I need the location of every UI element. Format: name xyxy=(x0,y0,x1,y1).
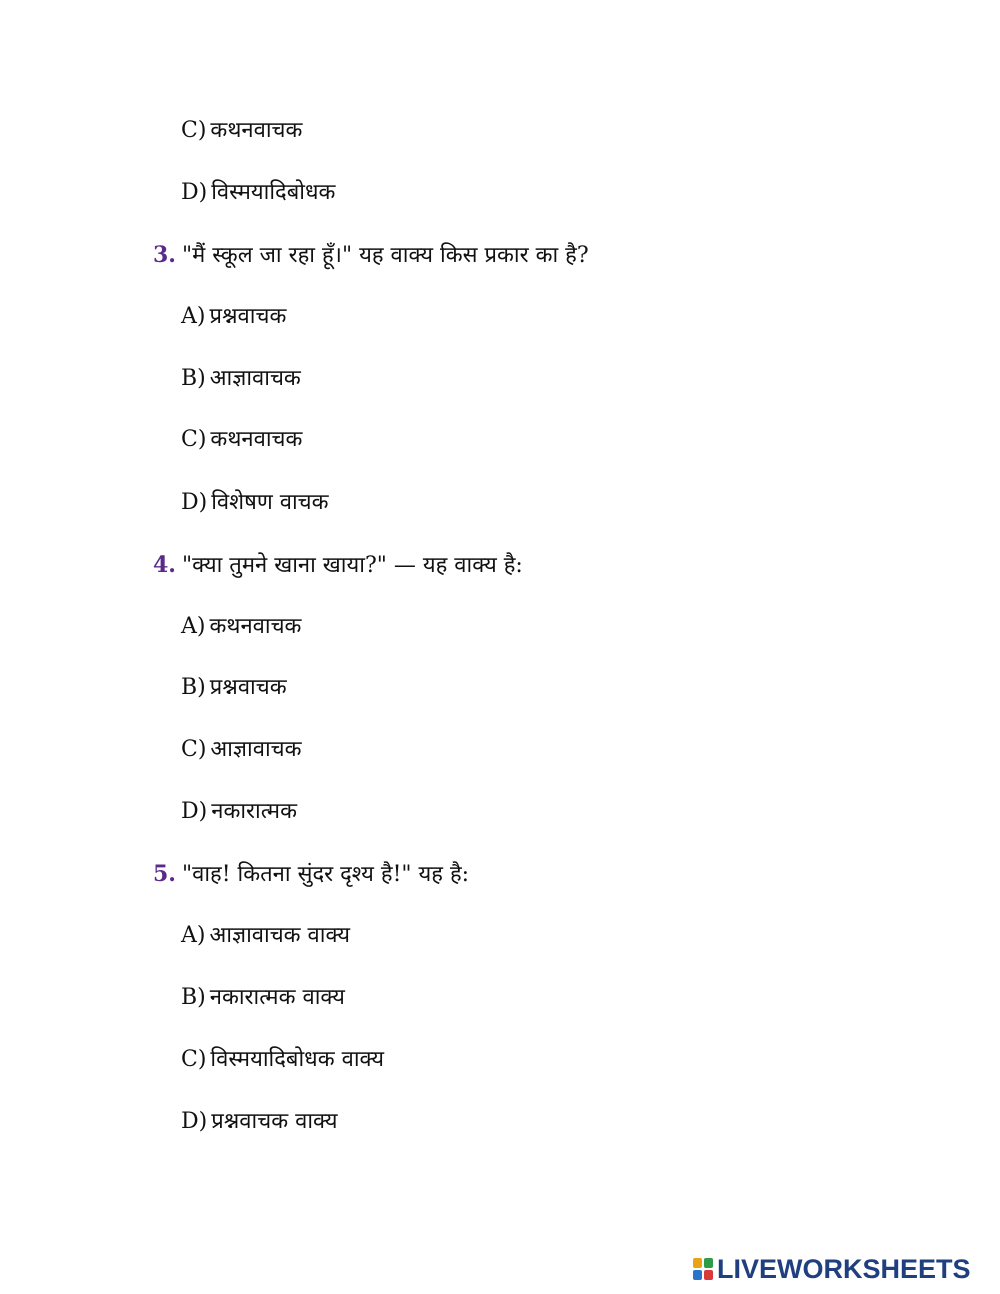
option-text: प्रश्नवाचक xyxy=(209,675,287,700)
option-letter: D) xyxy=(181,490,208,515)
option-text: कथनवाचक xyxy=(210,427,303,452)
question-5-option-c[interactable] xyxy=(181,1045,384,1075)
option-letter: D) xyxy=(181,180,208,205)
brand-name: LIVEWORKSHEETS xyxy=(717,1253,971,1284)
option-letter: A) xyxy=(181,304,206,329)
option-letter: A) xyxy=(181,614,206,639)
question-3-option-d[interactable] xyxy=(181,488,329,518)
option-letter: A) xyxy=(181,923,206,948)
logo-tile xyxy=(693,1258,702,1268)
option-text: प्रश्नवाचक वाक्य xyxy=(211,1109,338,1134)
question-5 xyxy=(153,859,469,890)
option-text: कथनवाचक xyxy=(209,614,302,639)
option-letter: C) xyxy=(181,118,207,143)
liveworksheets-logo-icon xyxy=(692,1257,714,1281)
question-text: "क्या तुमने खाना खाया?" — यह वाक्य है: xyxy=(181,553,523,578)
question-text: "मैं स्कूल जा रहा हूँ।" यह वाक्य किस प्रकार का है? xyxy=(181,243,589,268)
question-3 xyxy=(153,240,589,271)
option-letter: B) xyxy=(181,985,206,1010)
option-text: नकारात्मक वाक्य xyxy=(209,985,345,1010)
logo-tile xyxy=(693,1270,702,1280)
question-5-option-b[interactable] xyxy=(181,983,345,1013)
option-letter: B) xyxy=(181,366,206,391)
option-text: आज्ञावाचक xyxy=(209,366,301,391)
question-3-option-b[interactable] xyxy=(181,364,301,394)
question-number: 4. xyxy=(153,552,176,578)
question-number: 3. xyxy=(153,242,176,268)
logo-tile xyxy=(704,1270,713,1280)
option-letter: C) xyxy=(181,1047,207,1072)
option-letter: D) xyxy=(181,799,208,824)
option-letter: B) xyxy=(181,675,206,700)
option-text: विस्मयादिबोधक वाक्य xyxy=(210,1047,385,1072)
question-3-option-a[interactable] xyxy=(181,302,286,332)
option-text: प्रश्नवाचक xyxy=(209,304,287,329)
option-letter: C) xyxy=(181,427,207,452)
question-4-option-b[interactable] xyxy=(181,673,287,703)
option-text: नकारात्मक xyxy=(211,799,297,824)
option-text: कथनवाचक xyxy=(210,118,303,143)
option-letter: C) xyxy=(181,737,207,762)
option-d xyxy=(181,178,335,208)
option-c xyxy=(181,116,302,146)
option-text: विस्मयादिबोधक xyxy=(211,180,336,205)
option-text: आज्ञावाचक वाक्य xyxy=(209,923,351,948)
question-5-option-d[interactable] xyxy=(181,1107,338,1137)
question-5-option-a[interactable] xyxy=(181,921,350,951)
option-text: विशेषण वाचक xyxy=(211,490,329,515)
question-text: "वाह! कितना सुंदर दृश्य है!" यह है: xyxy=(181,862,470,887)
question-4 xyxy=(153,550,523,581)
question-4-option-a[interactable] xyxy=(181,612,301,642)
liveworksheets-brand[interactable] xyxy=(692,1252,971,1286)
question-number: 5. xyxy=(153,861,176,887)
option-letter: D) xyxy=(181,1109,208,1134)
question-4-option-d[interactable] xyxy=(181,797,297,827)
question-4-option-c[interactable] xyxy=(181,735,302,765)
option-text: आज्ञावाचक xyxy=(210,737,302,762)
logo-tile xyxy=(704,1258,713,1268)
question-3-option-c[interactable] xyxy=(181,425,302,455)
